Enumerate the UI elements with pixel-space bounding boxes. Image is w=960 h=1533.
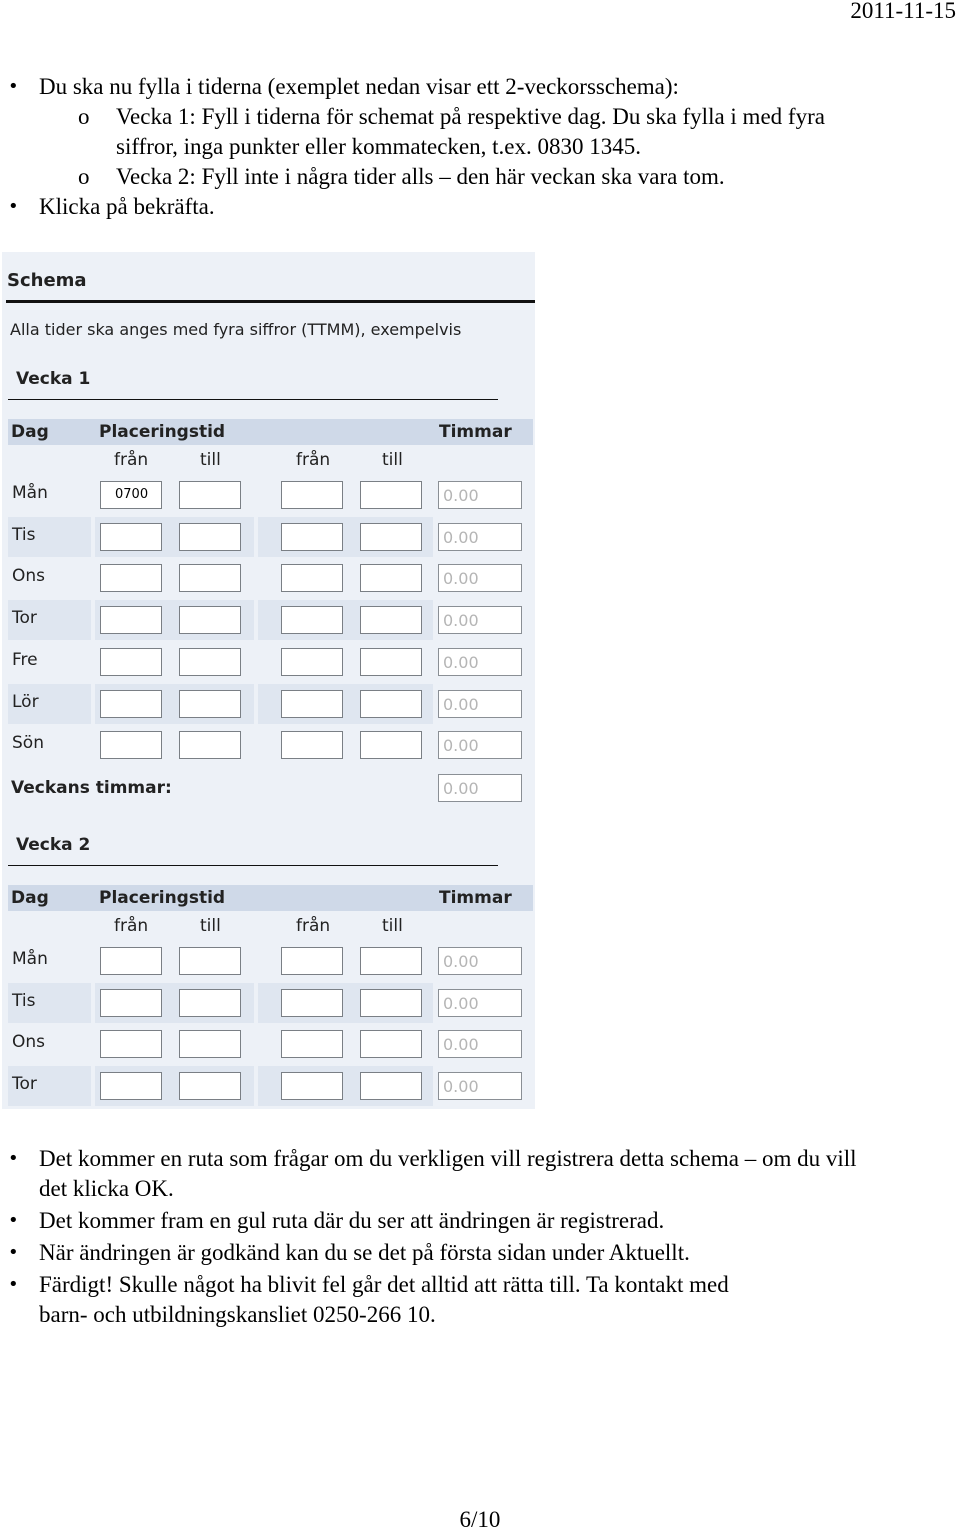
table-row bbox=[8, 517, 533, 557]
bullet-icon: • bbox=[8, 1274, 19, 1295]
sub-bullet-icon: o bbox=[78, 104, 90, 129]
from-input-2[interactable] bbox=[281, 481, 343, 509]
list-item: o Vecka 2: Fyll inte i några tider alls – den här veckan ska vara tom. bbox=[0, 162, 960, 192]
day-cell bbox=[8, 558, 91, 598]
day-label: Tis bbox=[12, 524, 36, 545]
to-input-2[interactable] bbox=[360, 947, 422, 975]
from-input-1[interactable] bbox=[100, 690, 162, 718]
table-row bbox=[8, 1066, 533, 1106]
from-input-1[interactable] bbox=[100, 648, 162, 676]
from-input-2[interactable] bbox=[281, 731, 343, 759]
day-label: Lör bbox=[12, 691, 39, 712]
from-input-2[interactable] bbox=[281, 1030, 343, 1058]
day-label: Tor bbox=[12, 608, 37, 629]
from-label: från bbox=[296, 450, 331, 470]
sub-bullet-icon: o bbox=[78, 164, 90, 189]
list-item-continuation: barn- och utbildningskansliet 0250-266 10. bbox=[39, 1302, 436, 1327]
col-hours: Timmar bbox=[439, 888, 512, 908]
to-input-2[interactable] bbox=[360, 648, 422, 676]
from-input-2[interactable] bbox=[281, 606, 343, 634]
from-input-1[interactable] bbox=[100, 1072, 162, 1100]
day-label: Fre bbox=[12, 649, 38, 670]
to-input-1[interactable] bbox=[179, 731, 241, 759]
to-input-2[interactable] bbox=[360, 1072, 422, 1100]
from-input-2[interactable] bbox=[281, 1072, 343, 1100]
list-item-continuation: det klicka OK. bbox=[39, 1176, 174, 1201]
hours-field: 0.00 bbox=[438, 564, 522, 592]
divider bbox=[8, 865, 498, 866]
schema-form-screenshot bbox=[2, 252, 535, 1109]
from-label: från bbox=[114, 916, 149, 936]
to-input-1[interactable] bbox=[179, 1072, 241, 1100]
list-item: o Vecka 1: Fyll i tiderna för schemat på respektive dag. Du ska fylla i med fyra bbox=[0, 102, 960, 132]
to-input-2[interactable] bbox=[360, 481, 422, 509]
bullet-icon: • bbox=[8, 1210, 19, 1231]
day-cell bbox=[8, 600, 91, 640]
day-label: Sön bbox=[12, 733, 44, 754]
table-row bbox=[8, 642, 533, 682]
col-time: Placeringstid bbox=[99, 888, 226, 908]
col-day: Dag bbox=[11, 422, 49, 442]
hours-field: 0.00 bbox=[438, 606, 522, 634]
from-input-1[interactable] bbox=[100, 947, 162, 975]
hours-field: 0.00 bbox=[438, 947, 522, 975]
day-cell bbox=[8, 517, 91, 557]
day-label: Mån bbox=[12, 483, 48, 503]
week2-title: Vecka 2 bbox=[16, 835, 91, 855]
to-input-1[interactable] bbox=[179, 523, 241, 551]
from-input-2[interactable] bbox=[281, 690, 343, 718]
day-cell bbox=[8, 475, 91, 515]
to-input-1[interactable] bbox=[179, 989, 241, 1017]
col-hours: Timmar bbox=[439, 422, 512, 442]
hours-field: 0.00 bbox=[438, 481, 522, 509]
to-label: till bbox=[200, 916, 221, 936]
from-input-1[interactable] bbox=[100, 564, 162, 592]
week-total-label: Veckans timmar: bbox=[11, 778, 172, 798]
day-label: Mån bbox=[12, 949, 48, 969]
hours-field: 0.00 bbox=[438, 731, 522, 759]
hours-field: 0.00 bbox=[438, 989, 522, 1017]
table-row bbox=[8, 475, 533, 515]
to-input-1[interactable] bbox=[179, 481, 241, 509]
bullet-icon: • bbox=[8, 76, 19, 97]
day-cell bbox=[8, 1024, 91, 1064]
list-item: • Det kommer en ruta som frågar om du verkligen vill registrera detta schema – om du vill bbox=[0, 1144, 960, 1174]
to-input-2[interactable] bbox=[360, 989, 422, 1017]
from-input-1[interactable] bbox=[100, 989, 162, 1017]
list-item: • Klicka på bekräfta. bbox=[0, 192, 960, 222]
to-input-1[interactable] bbox=[179, 564, 241, 592]
table-row bbox=[8, 558, 533, 598]
from-input-1[interactable] bbox=[100, 523, 162, 551]
table-row bbox=[8, 684, 533, 724]
from-input-2[interactable] bbox=[281, 564, 343, 592]
day-cell bbox=[8, 684, 91, 724]
day-cell bbox=[8, 941, 91, 981]
to-input-1[interactable] bbox=[179, 947, 241, 975]
to-input-1[interactable] bbox=[179, 606, 241, 634]
to-input-2[interactable] bbox=[360, 731, 422, 759]
form-title: Schema bbox=[7, 270, 87, 291]
from-input-1[interactable] bbox=[100, 1030, 162, 1058]
to-input-1[interactable] bbox=[179, 690, 241, 718]
divider bbox=[6, 300, 535, 303]
to-input-1[interactable] bbox=[179, 1030, 241, 1058]
from-label: från bbox=[114, 450, 149, 470]
table-row bbox=[8, 983, 533, 1023]
to-label: till bbox=[382, 450, 403, 470]
day-cell bbox=[8, 983, 91, 1023]
intro-list bbox=[0, 72, 960, 222]
day-label: Ons bbox=[12, 566, 46, 587]
table-row bbox=[8, 600, 533, 640]
table-row bbox=[8, 1024, 533, 1064]
from-input-1[interactable] bbox=[100, 606, 162, 634]
col-time: Placeringstid bbox=[99, 422, 226, 442]
to-input-2[interactable] bbox=[360, 1030, 422, 1058]
hours-field: 0.00 bbox=[438, 648, 522, 676]
day-label: Tor bbox=[12, 1074, 37, 1095]
hours-field: 0.00 bbox=[438, 1072, 522, 1100]
to-input-2[interactable] bbox=[360, 564, 422, 592]
table-row bbox=[8, 725, 533, 765]
list-item: • Du ska nu fylla i tiderna (exemplet nedan visar ett 2-veckorsschema): bbox=[0, 72, 960, 102]
bullet-icon: • bbox=[8, 1242, 19, 1263]
hours-field: 0.00 bbox=[438, 523, 522, 551]
list-item: • Färdigt! Skulle något ha blivit fel går det alltid att rätta till. Ta kontakt med bbox=[0, 1270, 960, 1300]
page-date: 2011-11-15 bbox=[850, 0, 956, 23]
divider bbox=[8, 399, 498, 400]
page-number: 6/10 bbox=[459, 1507, 501, 1532]
hours-field: 0.00 bbox=[438, 690, 522, 718]
from-input-2[interactable] bbox=[281, 523, 343, 551]
bullet-icon: • bbox=[8, 196, 19, 217]
week-total-hours: 0.00 bbox=[438, 774, 522, 802]
from-label: från bbox=[296, 916, 331, 936]
to-input-2[interactable] bbox=[360, 690, 422, 718]
to-input-2[interactable] bbox=[360, 523, 422, 551]
day-label: Tis bbox=[12, 990, 36, 1011]
list-item: • När ändringen är godkänd kan du se det på första sidan under Aktuellt. bbox=[0, 1238, 960, 1268]
from-input-1[interactable]: 0700 bbox=[100, 481, 162, 509]
from-input-1[interactable] bbox=[100, 731, 162, 759]
outro-list bbox=[0, 1144, 960, 1330]
col-day: Dag bbox=[11, 888, 49, 908]
to-input-1[interactable] bbox=[179, 648, 241, 676]
day-cell bbox=[8, 1066, 91, 1106]
week1-title: Vecka 1 bbox=[16, 369, 91, 389]
day-label: Ons bbox=[12, 1032, 46, 1053]
to-input-2[interactable] bbox=[360, 606, 422, 634]
bullet-icon: • bbox=[8, 1148, 19, 1169]
table-row bbox=[8, 941, 533, 981]
hours-field: 0.00 bbox=[438, 1030, 522, 1058]
list-item: • Det kommer fram en gul ruta där du ser att ändringen är registrerad. bbox=[0, 1206, 960, 1236]
to-label: till bbox=[200, 450, 221, 470]
from-input-2[interactable] bbox=[281, 947, 343, 975]
from-input-2[interactable] bbox=[281, 989, 343, 1017]
from-input-2[interactable] bbox=[281, 648, 343, 676]
list-item-continuation: siffror, inga punkter eller kommatecken, t.ex. 0830 1345. bbox=[116, 134, 641, 159]
to-label: till bbox=[382, 916, 403, 936]
form-info: Alla tider ska anges med fyra siffror (TTMM), exempelvis bbox=[10, 320, 462, 339]
day-cell bbox=[8, 725, 91, 765]
day-cell bbox=[8, 642, 91, 682]
